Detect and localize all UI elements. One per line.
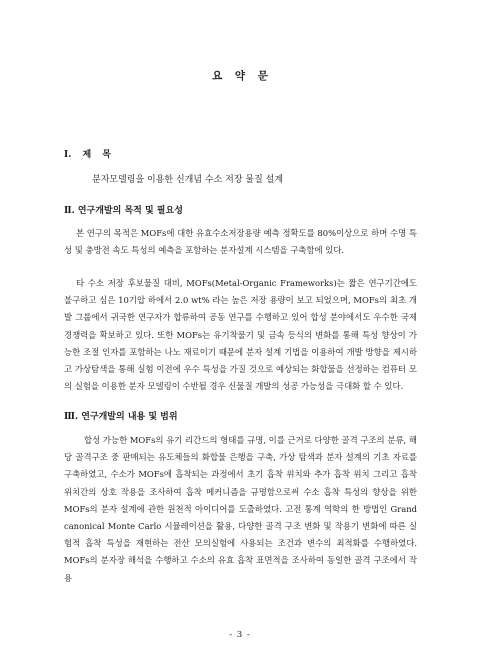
- section-heading-title: Ⅰ. 제 목: [64, 150, 111, 160]
- section-heading-content: Ⅲ. 연구개발의 내용 및 범위: [64, 412, 178, 422]
- page-title: 요 약 문: [212, 70, 268, 82]
- paragraph-content-1: 합성 가능한 MOFs의 유기 리간드의 형태를 규명, 이를 근거로 다양한 골격 구조의 분류, 해당 골격구조 중 판매되는 유도체들의 화합물 은행을 구축, 가상 탐색과 분자 설계의 기초 자료를 구축하였고, 수소가 MOFs에 흡착되는 과정에서 초기 흡착 위치와 추가 흡착 위치 그리고 흡착 위치간의 상호 작용을 조사하여 흡착 메커니즘을 규명함으로써 수소 흡착 특성의 향상을 위한 MOFs의 분자 설계에 관한 원천적 아이디어를 도출하였다. 고전 통계 역학의 한 방법인 Grand canonical Monte Carlo 시뮬레이션을 활용, 다양한 골격 구조 변화 및 작용기 변화에 따른 실험적 흡착 특성을 재현하는 전산 모의실험에 사용되는 조건과 변수의 최적화를 수행하였다. MOFs의 분자장 해석을 수행하고 수소의 유효 흡착 표면적을 조사하여 동일한 골격 구조에서 작용: [64, 435, 417, 583]
- paragraph-purpose-2: 타 수소 저장 후보물질 대비, MOFs(Metal-Organic Frameworks)는 짧은 연구기간에도 불구하고 심은 10기압 하에서 2.0 wt% 라는 높은 저장 용량이 보고 되었으며, MOFs의 최초 개발 그룹에서 귀국한 연구자가 합류하여 공동 연구를 수행하고 있어 합성 분야에서도 우수한 국제 경쟁력을 확보하고 있다. 또한 MOFs는 유기착물기 및 금속 등식의 변화를 통해 특성 향상이 가능한 조절 인자를 포함하는 나노 재료이기 때문에 분자 설계 기법을 이용하여 개발 방향을 제시하고 가상탐색을 통해 실험 이전에 우수 특성을 가질 것으로 예상되는 화합물을 선정하는 컴퓨터 모의 실험을 이용한 분자 모델링이 수반될 경우 신물질 개발의 성공 가능성을 극대화 할 수 있다.: [64, 278, 417, 392]
- project-subject: 분자모델링을 이용한 신개념 수소 저장 물질 설계: [92, 175, 284, 185]
- section-heading-purpose: Ⅱ. 연구개발의 목적 및 필요성: [64, 206, 183, 216]
- page-number: - 3 -: [229, 630, 251, 640]
- paragraph-purpose-1: 본 연구의 목적은 MOFs에 대한 유효수소저장용량 예측 정확도를 80%이상으로 하며 수명 특성 및 충방전 속도 특성의 예측을 포함하는 분자설계 시스템을 구축함에 있다.: [64, 228, 417, 256]
